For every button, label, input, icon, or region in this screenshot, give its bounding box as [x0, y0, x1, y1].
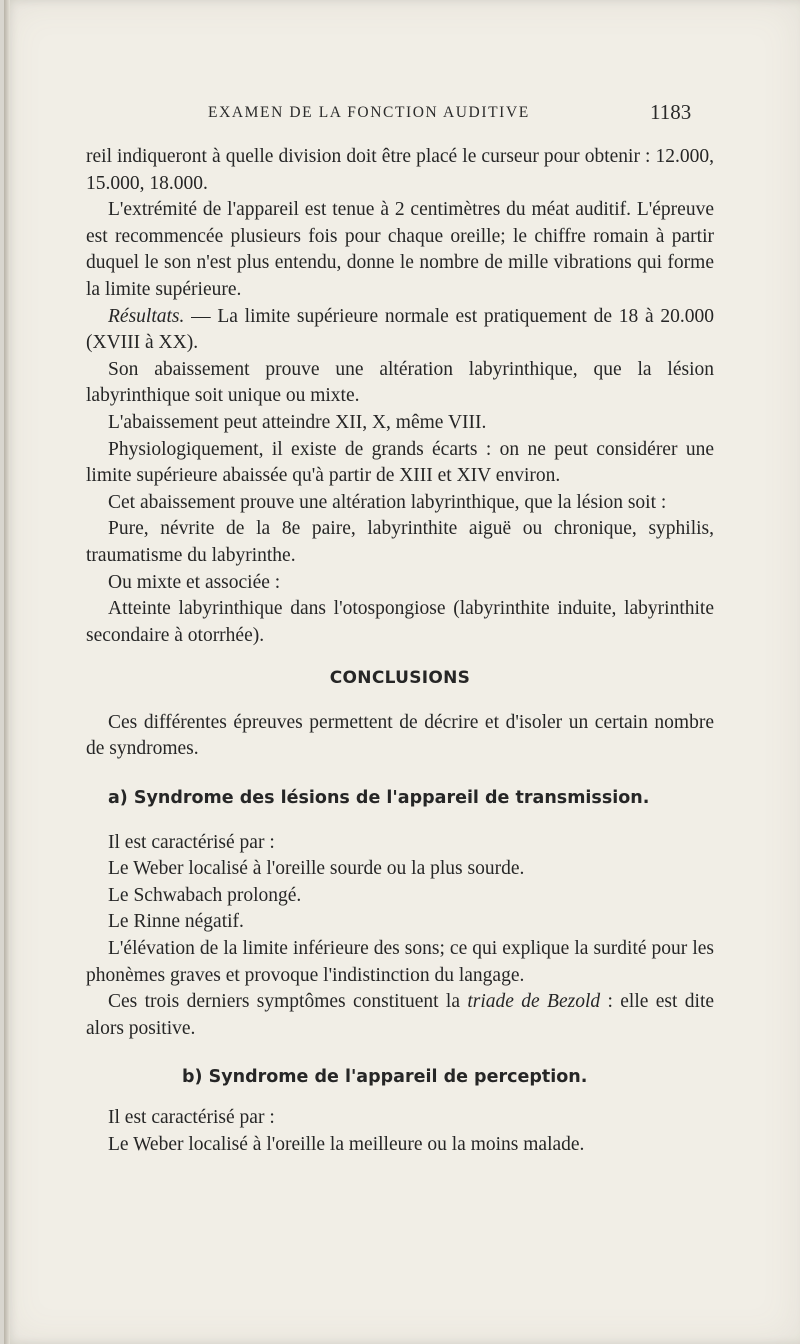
paragraph: Atteinte labyrinthique dans l'otospongiose (labyrinthite induite, labyrinthite secondaire à otorrhée).	[86, 598, 714, 646]
paragraph: Le Weber localisé à l'oreille sourde ou la plus sourde.	[108, 858, 525, 880]
paragraph: Physiologiquement, il existe de grands écarts : on ne peut considérer une limite supérieure abaissée qu'à partir de XIII et XIV environ.	[86, 438, 714, 487]
paragraph: Ces différentes épreuves permettent de décrire et d'isoler un certain nombre de syndromes.	[86, 711, 714, 760]
section-a-heading: a) Syndrome des lésions de l'appareil de transmission.	[108, 788, 650, 809]
conclusions-heading: CONCLUSIONS	[329, 668, 471, 689]
page-number: 1183	[650, 100, 692, 124]
bezold-triad: triade de Bezold	[467, 991, 601, 1013]
body-text	[86, 144, 714, 1158]
bezold-text-start: Ces trois derniers symptômes constituent la	[108, 991, 468, 1013]
page-gutter	[4, 0, 10, 1344]
paragraph: Le Weber localisé à l'oreille la meilleure ou la moins malade.	[108, 1133, 585, 1155]
section-b-heading: b) Syndrome de l'appareil de perception.	[182, 1067, 588, 1088]
running-title: EXAMEN DE LA FONCTION AUDITIVE	[208, 104, 530, 121]
paragraph: L'élévation de la limite inférieure des sons; ce qui explique la surdité pour les phonèmes graves et provoque l'indistinction du langage.	[86, 938, 714, 986]
results-label: Résultats.	[108, 305, 185, 327]
paragraph: Le Schwabach prolongé.	[108, 884, 302, 906]
bezold-text-end: : elle est dite alors positive.	[86, 991, 715, 1039]
paragraph: Cet abaissement prouve une altération labyrinthique, que la lésion soit :	[108, 491, 667, 513]
paragraph: Le Rinne négatif.	[108, 911, 244, 933]
paragraph: Son abaissement prouve une altération labyrinthique, que la lésion labyrinthique soit unique ou mixte.	[86, 358, 714, 407]
paragraph: Pure, névrite de la 8e paire, labyrinthite aiguë ou chronique, syphilis, traumatisme du labyrinthe.	[86, 518, 714, 566]
paragraph: L'extrémité de l'appareil est tenue à 2 centimètres du méat auditif. L'épreuve est recommencée plusieurs fois pour chaque oreille; le chiffre romain à partir duquel le son n'est plus entendu, donne le nombre de mille vibrations qui forme la limite supérieure.	[86, 199, 714, 300]
paragraph: L'abaissement peut atteindre XII, X, même VIII.	[108, 411, 487, 433]
book-page	[4, 0, 800, 1344]
paragraph: reil indiqueront à quelle division doit être placé le curseur pour obtenir : 12.000, 15.000, 18.000.	[86, 146, 714, 194]
paragraph: Ou mixte et associée :	[108, 571, 281, 593]
paragraph: Il est caractérisé par :	[108, 831, 275, 853]
results-text: — La limite supérieure normale est pratiquement de 18 à 20.000 (XVIII à XX).	[86, 305, 714, 354]
paragraph	[86, 304, 714, 357]
paragraph	[86, 989, 714, 1042]
paragraph: Il est caractérisé par :	[108, 1107, 275, 1128]
